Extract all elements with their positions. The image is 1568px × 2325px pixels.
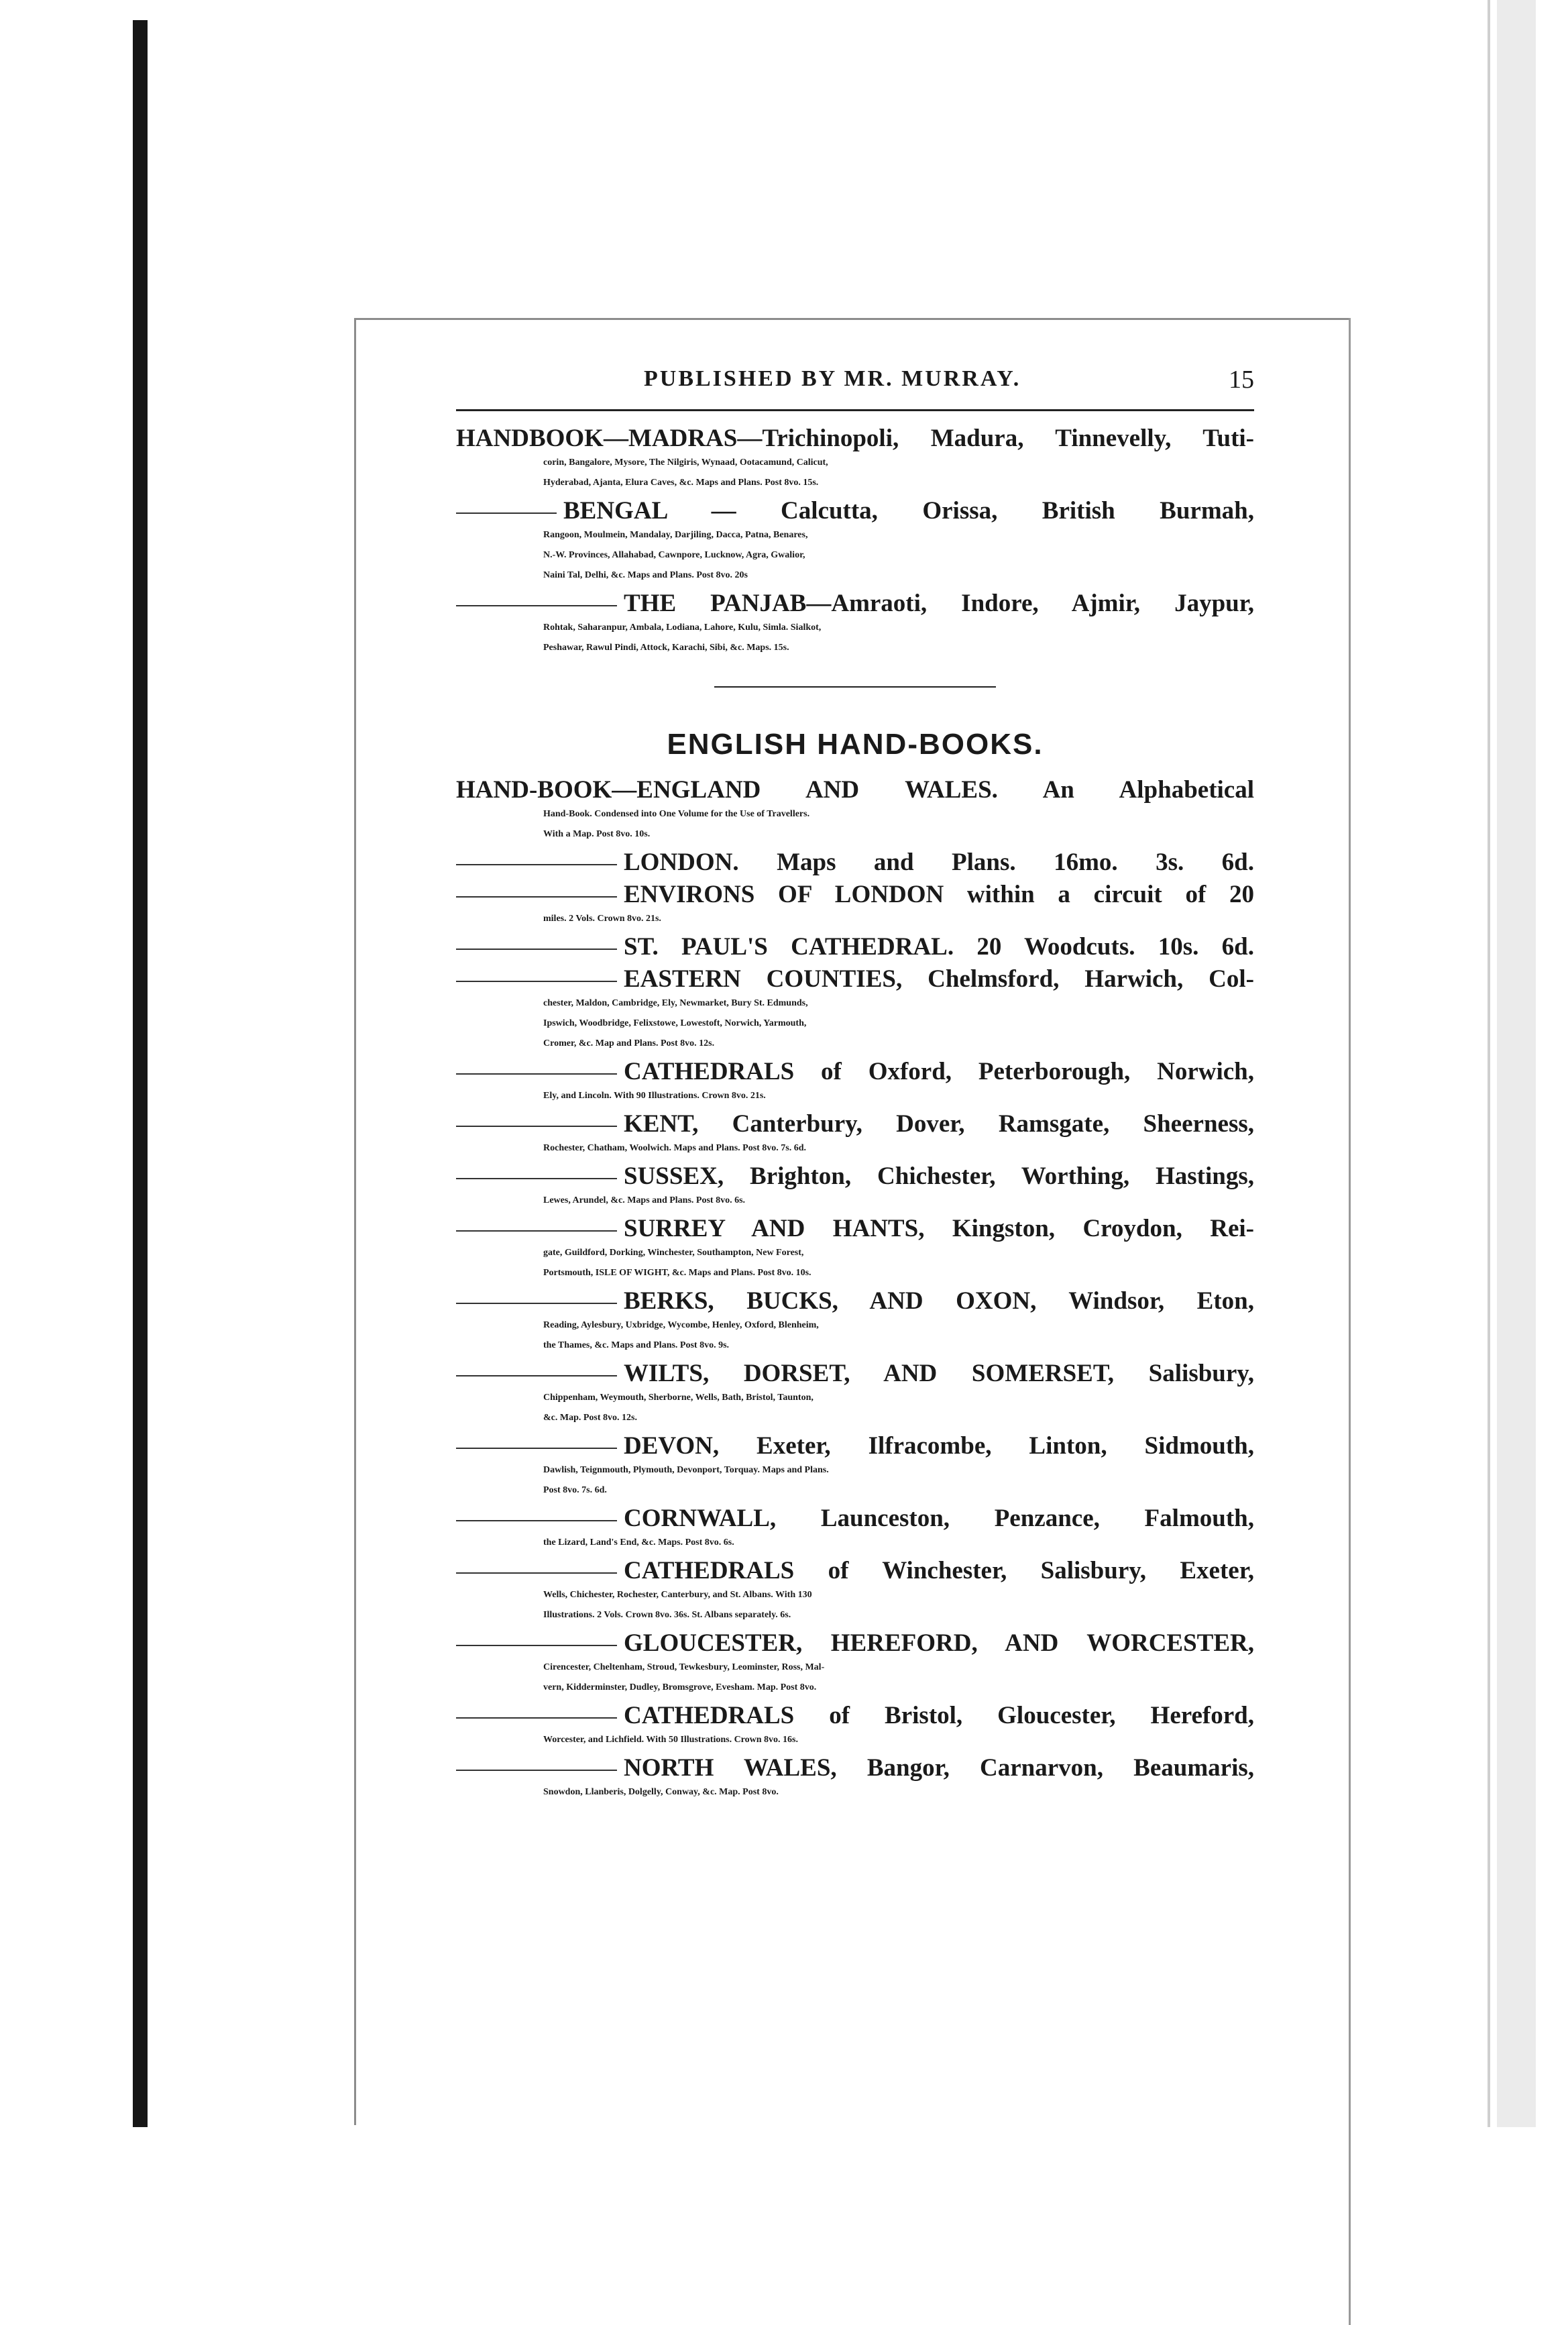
entry-title-text: THE PANJAB—Amraoti, Indore, Ajmir, Jaypur, [624, 590, 1254, 617]
catalogue-entry [456, 1754, 1254, 1802]
entry-detail-line: Hand-Book. Condensed into One Volume for the Use of Travellers. [543, 809, 810, 819]
entry-detail-line: Ipswich, Woodbridge, Felixstowe, Lowestoft, Norwich, Yarmouth, [543, 1018, 807, 1028]
ditto-dash [456, 896, 617, 898]
ditto-dash [456, 1717, 617, 1719]
ditto-dash [456, 1645, 617, 1646]
entry-detail-line: Cirencester, Cheltenham, Stroud, Tewkesbury, Leominster, Ross, Mal- [543, 1662, 825, 1672]
catalogue-entry [456, 1360, 1254, 1428]
ditto-dash [456, 1126, 617, 1127]
ditto-dash [456, 1303, 617, 1304]
entry-detail-line: Lewes, Arundel, &c. Maps and Plans. Post 8vo. 6s. [543, 1195, 746, 1205]
entry-detail-line: Portsmouth, ISLE OF WIGHT, &c. Maps and Plans. Post 8vo. 10s. [543, 1268, 811, 1278]
entry-title-text: EASTERN COUNTIES, Chelmsford, Harwich, Col- [624, 965, 1254, 993]
entry-detail-line: Dawlish, Teignmouth, Plymouth, Devonport, Torquay. Maps and Plans. [543, 1465, 829, 1475]
entry-detail-line: Snowdon, Llanberis, Dolgelly, Conway, &c. Map. Post 8vo. [543, 1787, 779, 1797]
ditto-dash [456, 1178, 617, 1179]
book-binding-edge [133, 20, 148, 2127]
ditto-dash [456, 1073, 617, 1075]
catalogue-entry [456, 965, 1254, 1054]
entry-detail-line: Hyderabad, Ajanta, Elura Caves, &c. Maps and Plans. Post 8vo. 15s. [543, 478, 819, 488]
entry-detail-line: the Lizard, Land's End, &c. Maps. Post 8vo. 6s. [543, 1537, 734, 1548]
entry-title [456, 497, 1254, 525]
entry-title [456, 1557, 1254, 1585]
ditto-dash [456, 1230, 617, 1232]
entry-title [456, 1058, 1254, 1086]
page-frame-top [354, 318, 1351, 320]
entry-detail-line: Rohtak, Saharanpur, Ambala, Lodiana, Lahore, Kulu, Simla. Sialkot, [543, 623, 822, 633]
entry-detail-line: Illustrations. 2 Vols. Crown 8vo. 36s. St. Albans separately. 6s. [543, 1610, 791, 1620]
entry-detail-line: corin, Bangalore, Mysore, The Nilgiris, Wynaad, Ootacamund, Calicut, [543, 457, 828, 468]
entry-detail-line: Rangoon, Moulmein, Mandalay, Darjiling, Dacca, Patna, Benares, [543, 530, 808, 540]
ditto-dash [456, 1448, 617, 1449]
entry-detail-line: Reading, Aylesbury, Uxbridge, Wycombe, Henley, Oxford, Blenheim, [543, 1320, 819, 1330]
entry-title-text: ENVIRONS OF LONDON within a circuit of 20 [624, 881, 1254, 908]
catalogue-entry [456, 1110, 1254, 1158]
entry-title-text: LONDON. Maps and Plans. 16mo. 3s. 6d. [624, 849, 1254, 876]
catalogue-entry [456, 1287, 1254, 1356]
running-title: PUBLISHED BY MR. MURRAY. [644, 366, 1021, 391]
entry-detail-line: Chippenham, Weymouth, Sherborne, Wells, Bath, Bristol, Taunton, [543, 1393, 814, 1403]
entry-title-text: CATHEDRALS of Bristol, Gloucester, Hereford, [624, 1702, 1254, 1729]
entry-title [456, 1162, 1254, 1191]
entry-title [456, 933, 1254, 961]
entry-title-text: BERKS, BUCKS, AND OXON, Windsor, Eton, [624, 1287, 1254, 1315]
entry-title-text: CORNWALL, Launceston, Penzance, Falmouth, [624, 1505, 1254, 1532]
entry-detail-line: the Thames, &c. Maps and Plans. Post 8vo. 9s. [543, 1340, 730, 1350]
entry-title-text: BENGAL — Calcutta, Orissa, British Burmah, [563, 497, 1254, 525]
section-heading: ENGLISH HAND-BOOKS. [667, 728, 1044, 761]
entry-title [456, 849, 1254, 877]
catalogue-entry [456, 1505, 1254, 1553]
entry-detail-line: Rochester, Chatham, Woolwich. Maps and Plans. Post 8vo. 7s. 6d. [543, 1143, 807, 1153]
entry-title-text: WILTS, DORSET, AND SOMERSET, Salisbury, [624, 1360, 1254, 1387]
entry-title-text: KENT, Canterbury, Dover, Ramsgate, Sheerness, [624, 1110, 1254, 1138]
entry-title [456, 1754, 1254, 1782]
running-head [456, 362, 1254, 405]
ditto-dash [456, 512, 557, 514]
entry-title [456, 1505, 1254, 1533]
ditto-dash [456, 949, 617, 950]
catalogue-entry [456, 881, 1254, 929]
entry-title [456, 965, 1254, 993]
catalogue-entry [456, 425, 1254, 493]
entry-title-text: ST. PAUL'S CATHEDRAL. 20 Woodcuts. 10s. 6d. [624, 933, 1254, 961]
entry-title-text: CATHEDRALS of Oxford, Peterborough, Norwich, [624, 1058, 1254, 1085]
catalogue-entry [456, 1702, 1254, 1750]
entry-title-text: DEVON, Exeter, Ilfracombe, Linton, Sidmouth, [624, 1432, 1254, 1460]
entry-detail-line: Wells, Chichester, Rochester, Canterbury, and St. Albans. With 130 [543, 1590, 812, 1600]
ditto-dash [456, 1520, 617, 1521]
india-handbooks-list [456, 425, 1254, 658]
entry-detail-line: Worcester, and Lichfield. With 50 Illustrations. Crown 8vo. 16s. [543, 1735, 798, 1745]
entry-title-text: SURREY AND HANTS, Kingston, Croydon, Rei- [624, 1215, 1254, 1242]
entry-detail-line: Ely, and Lincoln. With 90 Illustrations. Crown 8vo. 21s. [543, 1091, 766, 1101]
entry-title [456, 1110, 1254, 1138]
entry-detail-line: chester, Maldon, Cambridge, Ely, Newmarket, Bury St. Edmunds, [543, 998, 808, 1008]
entry-detail-line: Cromer, &c. Map and Plans. Post 8vo. 12s. [543, 1038, 715, 1048]
catalogue-entry [456, 1215, 1254, 1283]
catalogue-entry [456, 590, 1254, 658]
entry-title-text: CATHEDRALS of Winchester, Salisbury, Exeter, [624, 1557, 1254, 1584]
section-separator [714, 686, 996, 688]
english-handbooks-list [456, 776, 1254, 1802]
catalogue-entry [456, 849, 1254, 877]
entry-title [456, 1629, 1254, 1658]
page-content [456, 362, 1254, 1806]
entry-title [456, 425, 1254, 453]
entry-detail-line: Post 8vo. 7s. 6d. [543, 1485, 607, 1495]
entry-title [456, 1702, 1254, 1730]
page-edge-line [1488, 0, 1490, 2127]
entry-detail-line: gate, Guildford, Dorking, Winchester, Southampton, New Forest, [543, 1248, 804, 1258]
entry-detail-line: With a Map. Post 8vo. 10s. [543, 829, 651, 839]
entry-title-text: SUSSEX, Brighton, Chichester, Worthing, Hastings, [624, 1162, 1254, 1190]
page-number: 15 [1229, 366, 1254, 394]
entry-title [456, 1287, 1254, 1315]
catalogue-entry [456, 1162, 1254, 1211]
entry-title-text: GLOUCESTER, HEREFORD, AND WORCESTER, [624, 1629, 1254, 1657]
catalogue-entry [456, 497, 1254, 586]
entry-title [456, 1215, 1254, 1243]
ditto-dash [456, 605, 617, 606]
header-rule [456, 409, 1254, 411]
entry-title-text: HANDBOOK—MADRAS—Trichinopoli, Madura, Tinnevelly, Tuti- [456, 425, 1254, 452]
catalogue-entry [456, 1629, 1254, 1698]
catalogue-entry [456, 776, 1254, 845]
entry-detail-line: &c. Map. Post 8vo. 12s. [543, 1413, 637, 1423]
entry-detail-line: Naini Tal, Delhi, &c. Maps and Plans. Post 8vo. 20s [543, 570, 748, 580]
ditto-dash [456, 981, 617, 982]
entry-detail-line: N.-W. Provinces, Allahabad, Cawnpore, Lucknow, Agra, Gwalior, [543, 550, 805, 560]
catalogue-entry [456, 1058, 1254, 1106]
entry-title [456, 1432, 1254, 1460]
entry-title [456, 776, 1254, 804]
entry-title [456, 590, 1254, 618]
catalogue-entry [456, 1557, 1254, 1625]
ditto-dash [456, 1375, 617, 1376]
entry-title-text: NORTH WALES, Bangor, Carnarvon, Beaumaris, [624, 1754, 1254, 1782]
page-frame-right [1349, 318, 1351, 2325]
catalogue-entry [456, 933, 1254, 961]
page-frame-left [354, 318, 356, 2125]
ditto-dash [456, 1770, 617, 1771]
entry-detail-line: Peshawar, Rawul Pindi, Attock, Karachi, Sibi, &c. Maps. 15s. [543, 643, 789, 653]
entry-title [456, 881, 1254, 909]
entry-title [456, 1360, 1254, 1388]
entry-detail-line: miles. 2 Vols. Crown 8vo. 21s. [543, 914, 661, 924]
entry-detail-line: vern, Kidderminster, Dudley, Bromsgrove, Evesham. Map. Post 8vo. [543, 1682, 817, 1692]
ditto-dash [456, 864, 617, 865]
catalogue-entry [456, 1432, 1254, 1501]
next-page-edge [1497, 0, 1536, 2127]
entry-title-text: HAND-BOOK—ENGLAND AND WALES. An Alphabetical [456, 776, 1254, 804]
ditto-dash [456, 1572, 617, 1574]
